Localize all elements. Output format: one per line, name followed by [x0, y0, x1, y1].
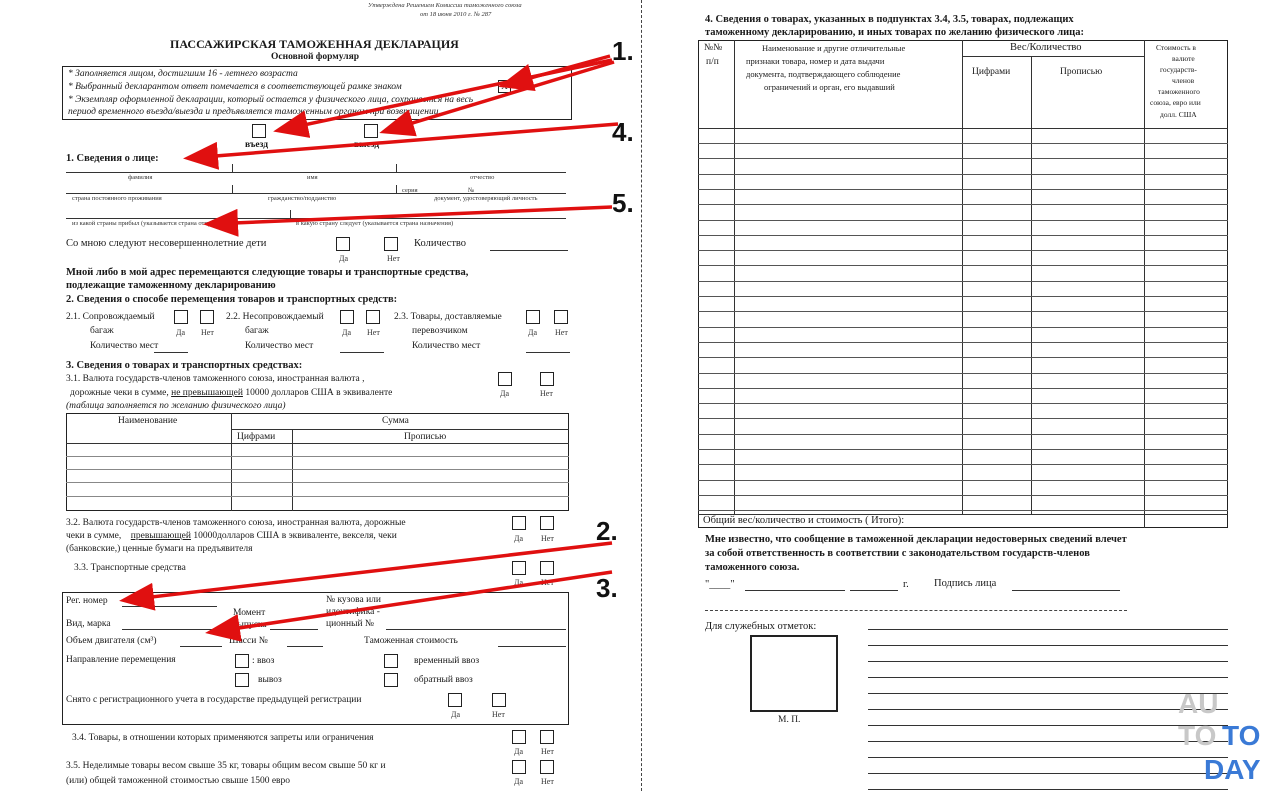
sample-mark-checkbox: X — [498, 80, 511, 93]
direction-label: Направление перемещения — [66, 655, 176, 665]
year-label: г. — [903, 579, 909, 590]
s22-label: 2.2. Несопровождаемый — [226, 312, 324, 322]
s35-no-label: Нет — [541, 777, 554, 786]
label-surname: фамилия — [128, 174, 153, 181]
arrow-3 — [212, 572, 612, 632]
reverse-import-label: обратный ввоз — [414, 675, 473, 685]
dereg-no-label: Нет — [492, 710, 505, 719]
s21-label: 2.1. Сопровождаемый — [66, 312, 155, 322]
annotation-4: 4. — [612, 117, 634, 147]
vehicle-body-label: № кузова или — [326, 595, 381, 605]
arrow-5 — [210, 207, 612, 224]
label-patronymic: отчество — [470, 174, 495, 181]
s34-no-label: Нет — [541, 747, 554, 756]
s21-yes-label: Да — [176, 328, 186, 337]
s35-yes-label: Да — [514, 777, 524, 786]
col-cost-2: валюте — [1172, 54, 1195, 63]
vehicle-reg-label: Рег. номер — [66, 596, 108, 606]
exit-label: выезд — [354, 140, 380, 150]
s22-no-label: Нет — [367, 328, 380, 337]
s31-yes-label: Да — [500, 389, 510, 398]
approval-line-1: Утверждена Решением Комиссии таможенного союза — [368, 2, 522, 9]
total-label: Общий вес/количество и стоимость ( Итого): — [703, 515, 905, 526]
label-going-to: в какую страну следует (указывается страна назначения) — [296, 220, 454, 227]
col-desc-4: ограничений и орган, его выдавший — [764, 82, 895, 92]
col-desc-1: Наименование и другие отличительные — [762, 43, 906, 53]
date-quote: "____" — [705, 579, 735, 590]
col-desc-2: признаки товара, номер и дата выдачи — [746, 56, 885, 66]
note-3: * Экземпляр оформленной декларации, который остается у физического лица, сохраняется на весь — [68, 95, 474, 105]
s21-qty: Количество мест — [90, 341, 159, 351]
section-4-title-2: таможенному декларированию, и иных товарах по желанию физического лица: — [705, 27, 1084, 38]
annotation-1: 1. — [612, 36, 634, 66]
s31-line-3: (таблица заполняется по желанию физического лица) — [66, 401, 286, 411]
watermark-to-blue: TO — [1222, 720, 1261, 751]
s35-line-1: 3.5. Неделимые товары весом свыше 35 кг, товары общим весом свыше 50 кг и — [66, 761, 386, 771]
note-4: период временного въезда/выезда и предъявляется таможенным органам при возвращении. — [68, 107, 441, 117]
label-residence: страна постоянного проживания — [72, 195, 162, 202]
deregistered-label: Снято с регистрационного учета в государстве предыдущей регистрации — [66, 695, 362, 705]
col-num-1: №№ — [704, 43, 723, 53]
import-label: : ввоз — [252, 656, 275, 666]
s23-label-2: перевозчиком — [412, 326, 468, 336]
label-citizenship: гражданство/подданство — [268, 195, 337, 202]
label-doc-number: № — [468, 187, 475, 194]
signature-label: Подпись лица — [934, 578, 997, 589]
vehicle-moment-label: Момент — [233, 608, 266, 618]
col-cost-7: долл. США — [1160, 110, 1197, 119]
children-label: Со мною следуют несовершеннолетние дети — [66, 238, 267, 249]
col-cost-6: союза, евро или — [1150, 98, 1201, 107]
s31-line-2: дорожные чеки в сумме, не превышающей 10000 долларов США в эквиваленте — [70, 388, 393, 398]
watermark-to-grey: TO — [1178, 720, 1217, 751]
s23-label: 2.3. Товары, доставляемые — [394, 312, 502, 322]
label-id-doc: документ, удостоверяющий личность — [434, 195, 538, 202]
vehicle-kind-label: Вид, марка — [66, 619, 111, 629]
page-title: ПАССАЖИРСКАЯ ТАМОЖЕННАЯ ДЕКЛАРАЦИЯ — [170, 37, 459, 51]
goods-intro-1: Мной либо в мой адрес перемещаются следующие товары и транспортные средства, — [66, 267, 469, 278]
s23-no-label: Нет — [555, 328, 568, 337]
s34-yes-label: Да — [514, 747, 524, 756]
notice-3: таможенного союза. — [705, 562, 800, 573]
approval-line-2: от 18 июня 2010 г. № 287 — [420, 11, 492, 18]
s22-yes-label: Да — [342, 328, 352, 337]
s33-yes-label: Да — [514, 578, 524, 587]
dereg-yes-label: Да — [451, 710, 461, 719]
table31-sum-header: Сумма — [382, 416, 409, 426]
office-label: Для служебных отметок: — [705, 621, 817, 632]
col-cost-3: государств- — [1160, 65, 1197, 74]
arrow-2 — [126, 543, 612, 600]
s31-line-1: 3.1. Валюта государств-членов таможенного союза, иностранная валюта , — [66, 374, 365, 384]
vehicle-value-label: Таможенная стоимость — [364, 636, 458, 646]
children-quantity-label: Количество — [414, 238, 467, 249]
export-label: вывоз — [258, 675, 282, 685]
vehicle-engine-label: Объем двигателя (см³) — [66, 636, 157, 646]
s23-yes-label: Да — [528, 328, 538, 337]
section-3-title: 3. Сведения о товарах и транспортных средствах: — [66, 360, 303, 371]
stamp-label: М. П. — [778, 715, 801, 725]
notice-2: за собой ответственность в соответствии с законодательством государств-членов — [705, 548, 1090, 559]
col-words: Прописью — [1060, 67, 1103, 77]
col-weight: Вес/Количество — [1010, 42, 1082, 53]
s34-label: 3.4. Товары, в отношении которых применяются запреты или ограничения — [72, 733, 374, 743]
s32-line-1: 3.2. Валюта государств-членов таможенного союза, иностранная валюта, дорожные — [66, 518, 406, 528]
table31-name-header: Наименование — [118, 416, 178, 426]
col-cost-1: Стоимость в — [1156, 43, 1196, 52]
s21-label-2: багаж — [90, 326, 114, 336]
entry-label: въезд — [245, 140, 269, 150]
vehicle-chassis-label: Шасси № — [229, 636, 268, 646]
watermark-au: AU — [1178, 688, 1219, 719]
col-cost-4: членов — [1172, 76, 1195, 85]
s32-yes-label: Да — [514, 534, 524, 543]
temp-import-label: временный ввоз — [414, 656, 480, 666]
s32-line-3: (банковские,) ценные бумаги на предъявителя — [66, 544, 253, 554]
col-cost-5: таможенного — [1158, 87, 1200, 96]
s23-qty: Количество мест — [412, 341, 481, 351]
s21-no-label: Нет — [201, 328, 214, 337]
col-digits: Цифрами — [972, 67, 1011, 77]
s22-qty: Количество мест — [245, 341, 314, 351]
vehicle-release-label: выпуска — [233, 620, 267, 630]
label-name: имя — [307, 174, 318, 181]
arrow-1c — [386, 62, 614, 131]
col-num-2: п/п — [706, 57, 719, 67]
vehicle-identno-label: ционный № — [326, 619, 374, 629]
note-1: * Заполняется лицом, достигшим 16 - летнего возраста — [68, 69, 298, 79]
arrow-1b — [280, 60, 612, 130]
arrow-4 — [190, 124, 618, 158]
note-2: * Выбранный декларантом ответ помечается в соответствующей рамке знаком — [68, 82, 402, 92]
goods-intro-2: подлежащие таможенному декларированию — [66, 280, 276, 291]
label-arrived-from: из какой страны прибыл (указывается страна отправления) — [72, 220, 236, 227]
annotation-2: 2. — [596, 516, 618, 546]
label-series: серия — [402, 187, 418, 194]
vehicle-ident-label: идентифика - — [326, 607, 380, 617]
s31-no-label: Нет — [540, 389, 553, 398]
s32-no-label: Нет — [541, 534, 554, 543]
s35-line-2: (или) общей таможенной стоимостью свыше 1500 евро — [66, 776, 291, 786]
s33-no-label: Нет — [541, 578, 554, 587]
col-desc-3: документа, подтверждающего соблюдение — [746, 69, 901, 79]
notice-1: Мне известно, что сообщение в таможенной декларации недостоверных сведений влечет — [705, 534, 1127, 545]
table31-digits-header: Цифрами — [237, 432, 276, 442]
s33-label: 3.3. Транспортные средства — [74, 563, 186, 573]
s22-label-2: багаж — [245, 326, 269, 336]
children-yes-label: Да — [339, 254, 349, 263]
section-4-title-1: 4. Сведения о товарах, указанных в подпунктах 3.4, 3.5, товарах, подлежащих — [705, 14, 1074, 25]
table31-words-header: Прописью — [404, 432, 447, 442]
annotation-3: 3. — [596, 573, 618, 603]
s32-line-2: чеки в сумме, превышающей 10000долларов США в эквиваленте, векселя, чеки — [66, 531, 397, 541]
annotation-5: 5. — [612, 188, 634, 218]
page-subtitle: Основной формуляр — [271, 52, 359, 62]
section-1-title: 1. Сведения о лице: — [66, 153, 159, 164]
section-2-title: 2. Сведения о способе перемещения товаров и транспортных средств: — [66, 294, 398, 305]
watermark-day: DAY — [1204, 754, 1261, 785]
children-no-label: Нет — [387, 254, 400, 263]
